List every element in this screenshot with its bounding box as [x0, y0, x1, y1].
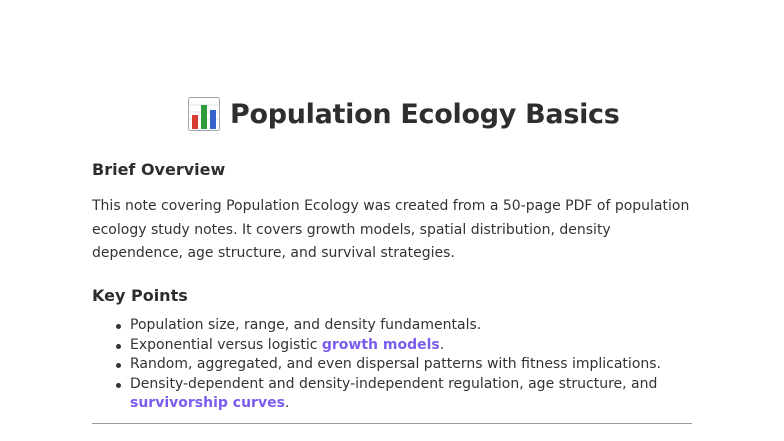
key-points-heading: Key Points [92, 286, 188, 305]
list-item [130, 316, 730, 336]
page-title: Population Ecology Basics [230, 98, 620, 130]
bar-chart-emoji-icon [188, 97, 220, 131]
list-item-punctuation: . [284, 395, 290, 411]
key-points-list [92, 316, 730, 414]
list-item-text: Random, aggregated, and even dispersal patterns with fitness implications. [130, 356, 661, 372]
overview-heading: Brief Overview [92, 160, 226, 179]
list-item-punctuation: . [439, 336, 445, 353]
list-item [130, 336, 730, 356]
section-divider [92, 423, 692, 424]
growth-models-link[interactable]: growth models [321, 336, 440, 353]
list-item [130, 355, 730, 375]
list-item [130, 375, 730, 414]
survivorship-curves-link[interactable]: survivorship curves [130, 395, 285, 411]
page-title-row [188, 94, 620, 134]
list-item-text: Density-dependent and density-independent regulation, age structure, and [130, 375, 658, 392]
list-item-text: Population size, range, and density fundamentals. [130, 317, 482, 333]
overview-paragraph: This note covering Population Ecology was created from a 50-page PDF of population ecology study notes. It covers growth models, spatial distribution, density dependence, age structure, and survival strategies. [92, 198, 690, 261]
list-item-text: Exponential versus logistic [130, 336, 322, 353]
